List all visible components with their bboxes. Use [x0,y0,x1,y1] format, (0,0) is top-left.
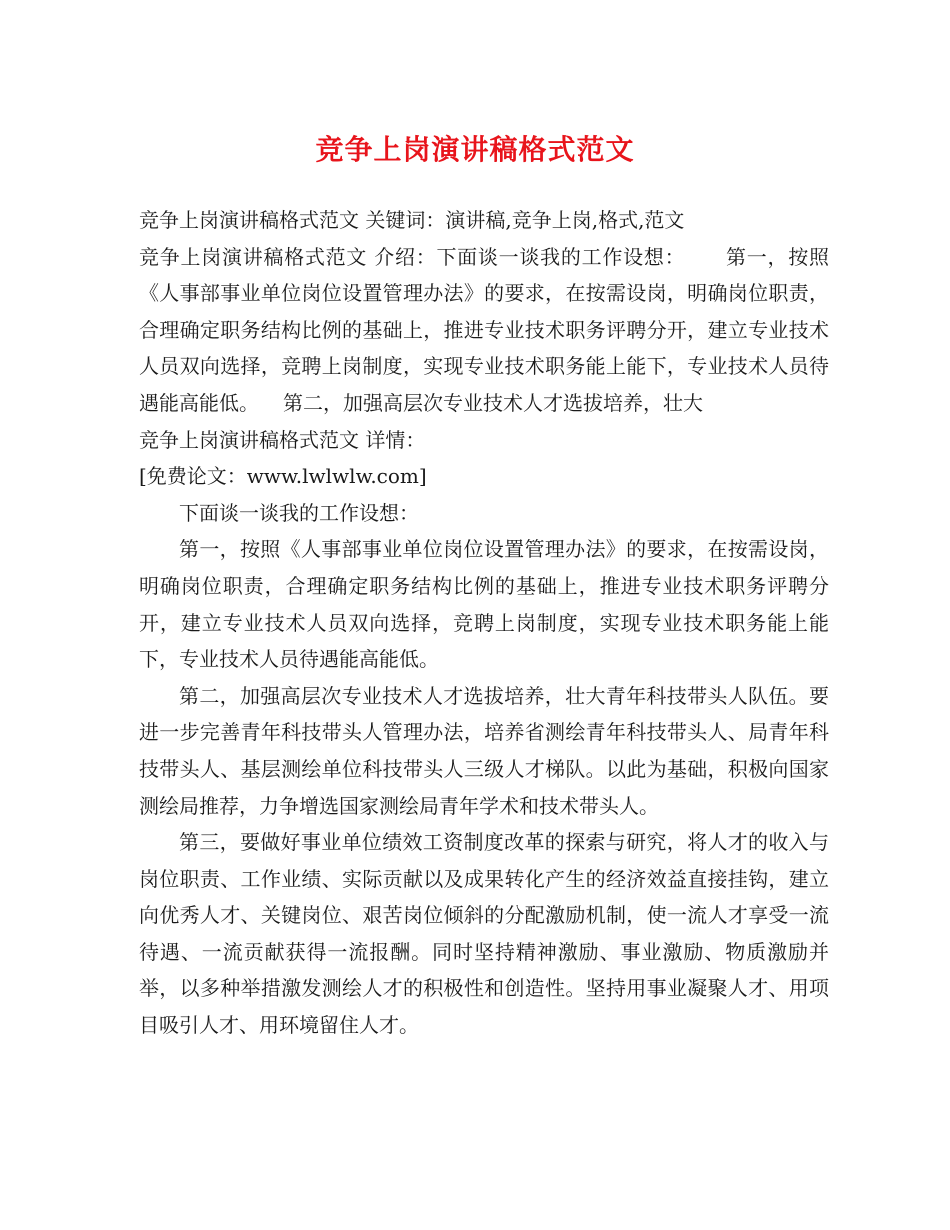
document-body [139,202,829,1044]
body-paragraph-0: 下面谈一谈我的工作设想： [179,500,419,525]
body-paragraph-2: 第二，加强高层次专业技术人才选拔培养，壮大青年科技带头人队伍。要进一步完善青年科技带头人管理办法，培养省测绘青年科技带头人、局青年科技带头人、基层测绘单位科技带头人三级人才梯队。以此为基础，积极向国家测绘局推荐，力争增选国家测绘局青年学术和技术带头人。 [139,683,829,818]
intro-paragraph-2: 第二，加强高层次专业技术人才选拔培养，壮大 [283,390,703,415]
details-label: 竞争上岗演讲稿格式范文 详情： [139,427,426,452]
intro-paragraph-1: 第一，按照《人事部事业单位岗位设置管理办法》的要求，在按需设岗，明确岗位职责，合理确定职务结构比例的基础上，推进专业技术职务评聘分开，建立专业技术人员双向选择，竞聘上岗制度，实现专业技术职务能上能下，专业技术人员待遇能高能低。 [139,244,830,415]
body-paragraph-1: 第一，按照《人事部事业单位岗位设置管理办法》的要求，在按需设岗，明确岗位职责，合理确定职务结构比例的基础上，推进专业技术职务评聘分开，建立专业技术人员双向选择，竞聘上岗制度，实现专业技术职务能上能下，专业技术人员待遇能高能低。 [139,537,829,672]
intro-label: 竞争上岗演讲稿格式范文 介绍：下面谈一谈我的工作设想： [139,244,686,269]
body-paragraph-3: 第三，要做好事业单位绩效工资制度改革的探索与研究，将人才的收入与岗位职责、工作业绩、实际贡献以及成果转化产生的经济效益直接挂钩，建立向优秀人才、关键岗位、艰苦岗位倾斜的分配激励机制，使一流人才享受一流待遇、一流贡献获得一流报酬。同时坚持精神激励、事业激励、物质激励并举，以多种举措激发测绘人才的积极性和创造性。坚持用事业凝聚人才、用项目吸引人才、用环境留住人才。 [139,830,829,1038]
document-title: 竞争上岗演讲稿格式范文 [315,133,635,166]
intro-block [139,239,829,422]
keywords-line: 竞争上岗演讲稿格式范文 关键词：演讲稿,竞争上岗,格式,范文 [139,208,685,232]
source-note: [免费论文：www.lwlwlw.com] [139,464,427,489]
